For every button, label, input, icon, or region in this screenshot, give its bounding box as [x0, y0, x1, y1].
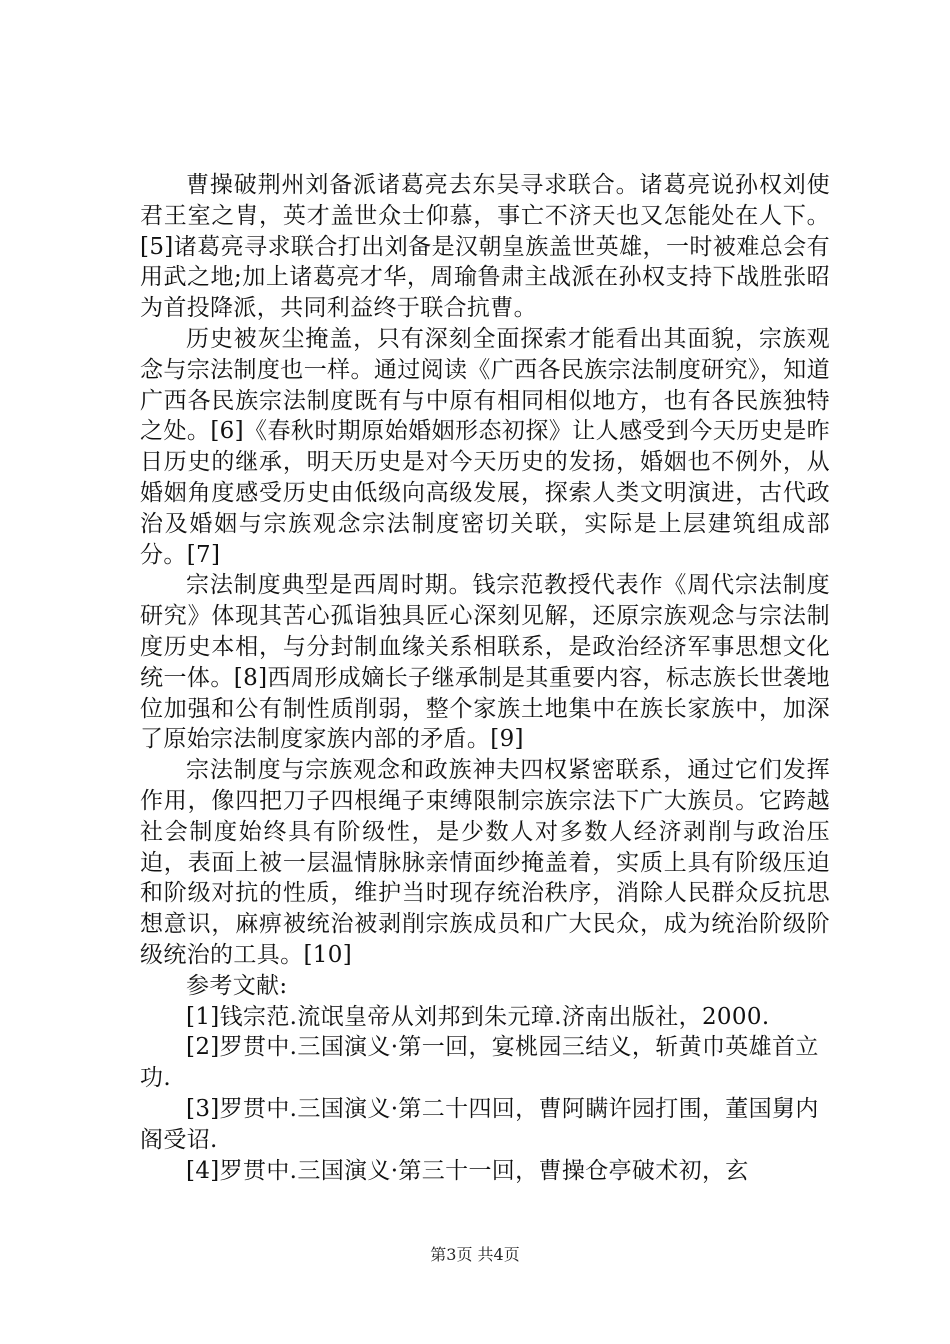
paragraph-1: 曹操破荆州刘备派诸葛亮去东吴寻求联合。诸葛亮说孙权刘使君王室之胄，英才盖世众士仰慕，事亡不济天也又怎能处在人下。[5]诸葛亮寻求联合打出刘备是汉朝皇族盖世英雄，一时被难总会有用武之地;加上诸葛亮才华，周瑜鲁肃主战派在孙权支持下战胜张昭为首投降派，共同利益终于联合抗曹。: [140, 172, 830, 322]
reference-item-1: [1]钱宗范.流氓皇帝从刘邦到朱元璋.济南出版社，2000.: [186, 1003, 770, 1030]
paragraph-4: 宗法制度与宗族观念和政族神夫四权紧密联系，通过它们发挥作用，像四把刀子四根绳子束缚限制宗族宗法下广大族员。它跨越社会制度始终具有阶级性，是少数人对多数人经济剥削与政治压迫，表面上被一层温情脉脉亲情面纱掩盖着，实质上具有阶级压迫和阶级对抗的性质，维护当时现存统治秩序，消除人民群众反抗思想意识，麻痹被统治被剥削宗族成员和广大民众，成为统治阶级阶级统治的工具。[10]: [140, 757, 830, 968]
reference-item-2: [2]罗贯中.三国演义·第一回，宴桃园三结义，斩黄巾英雄首立功.: [140, 1034, 819, 1092]
paragraph-3: 宗法制度典型是西周时期。钱宗范教授代表作《周代宗法制度研究》体现其苦心孤诣独具匠心深刻见解，还原宗族观念与宗法制度历史本相，与分封制血缘关系相联系，是政治经济军事思想文化统一体。[8]西周形成嫡长子继承制是其重要内容，标志族长世袭地位加强和公有制性质削弱，整个家族土地集中在族长家族中，加深了原始宗法制度家族内部的矛盾。[9]: [140, 572, 830, 753]
article-body: [140, 170, 830, 1186]
page-number-footer: 第3页 共4页: [430, 1245, 520, 1264]
paragraph-2: 历史被灰尘掩盖，只有深刻全面探索才能看出其面貌，宗族观念与宗法制度也一样。通过阅读《广西各民族宗法制度研究》，知道广西各民族宗法制度既有与中原有相同相似地方，也有各民族独特之处。[6]《春秋时期原始婚姻形态初探》让人感受到今天历史是昨日历史的继承，明天历史是对今天历史的发扬，婚姻也不例外，从婚姻角度感受历史由低级向高级发展，探索人类文明演进，古代政治及婚姻与宗族观念宗法制度密切关联，实际是上层建筑组成部分。[7]: [140, 325, 830, 568]
references-heading: 参考文献:: [186, 972, 288, 999]
reference-item-3: [3]罗贯中.三国演义·第二十四回，曹阿瞒许园打围，董国舅内阁受诏.: [140, 1095, 819, 1153]
reference-item-4: [4]罗贯中.三国演义·第三十一回，曹操仓亭破术初，玄: [186, 1157, 749, 1184]
